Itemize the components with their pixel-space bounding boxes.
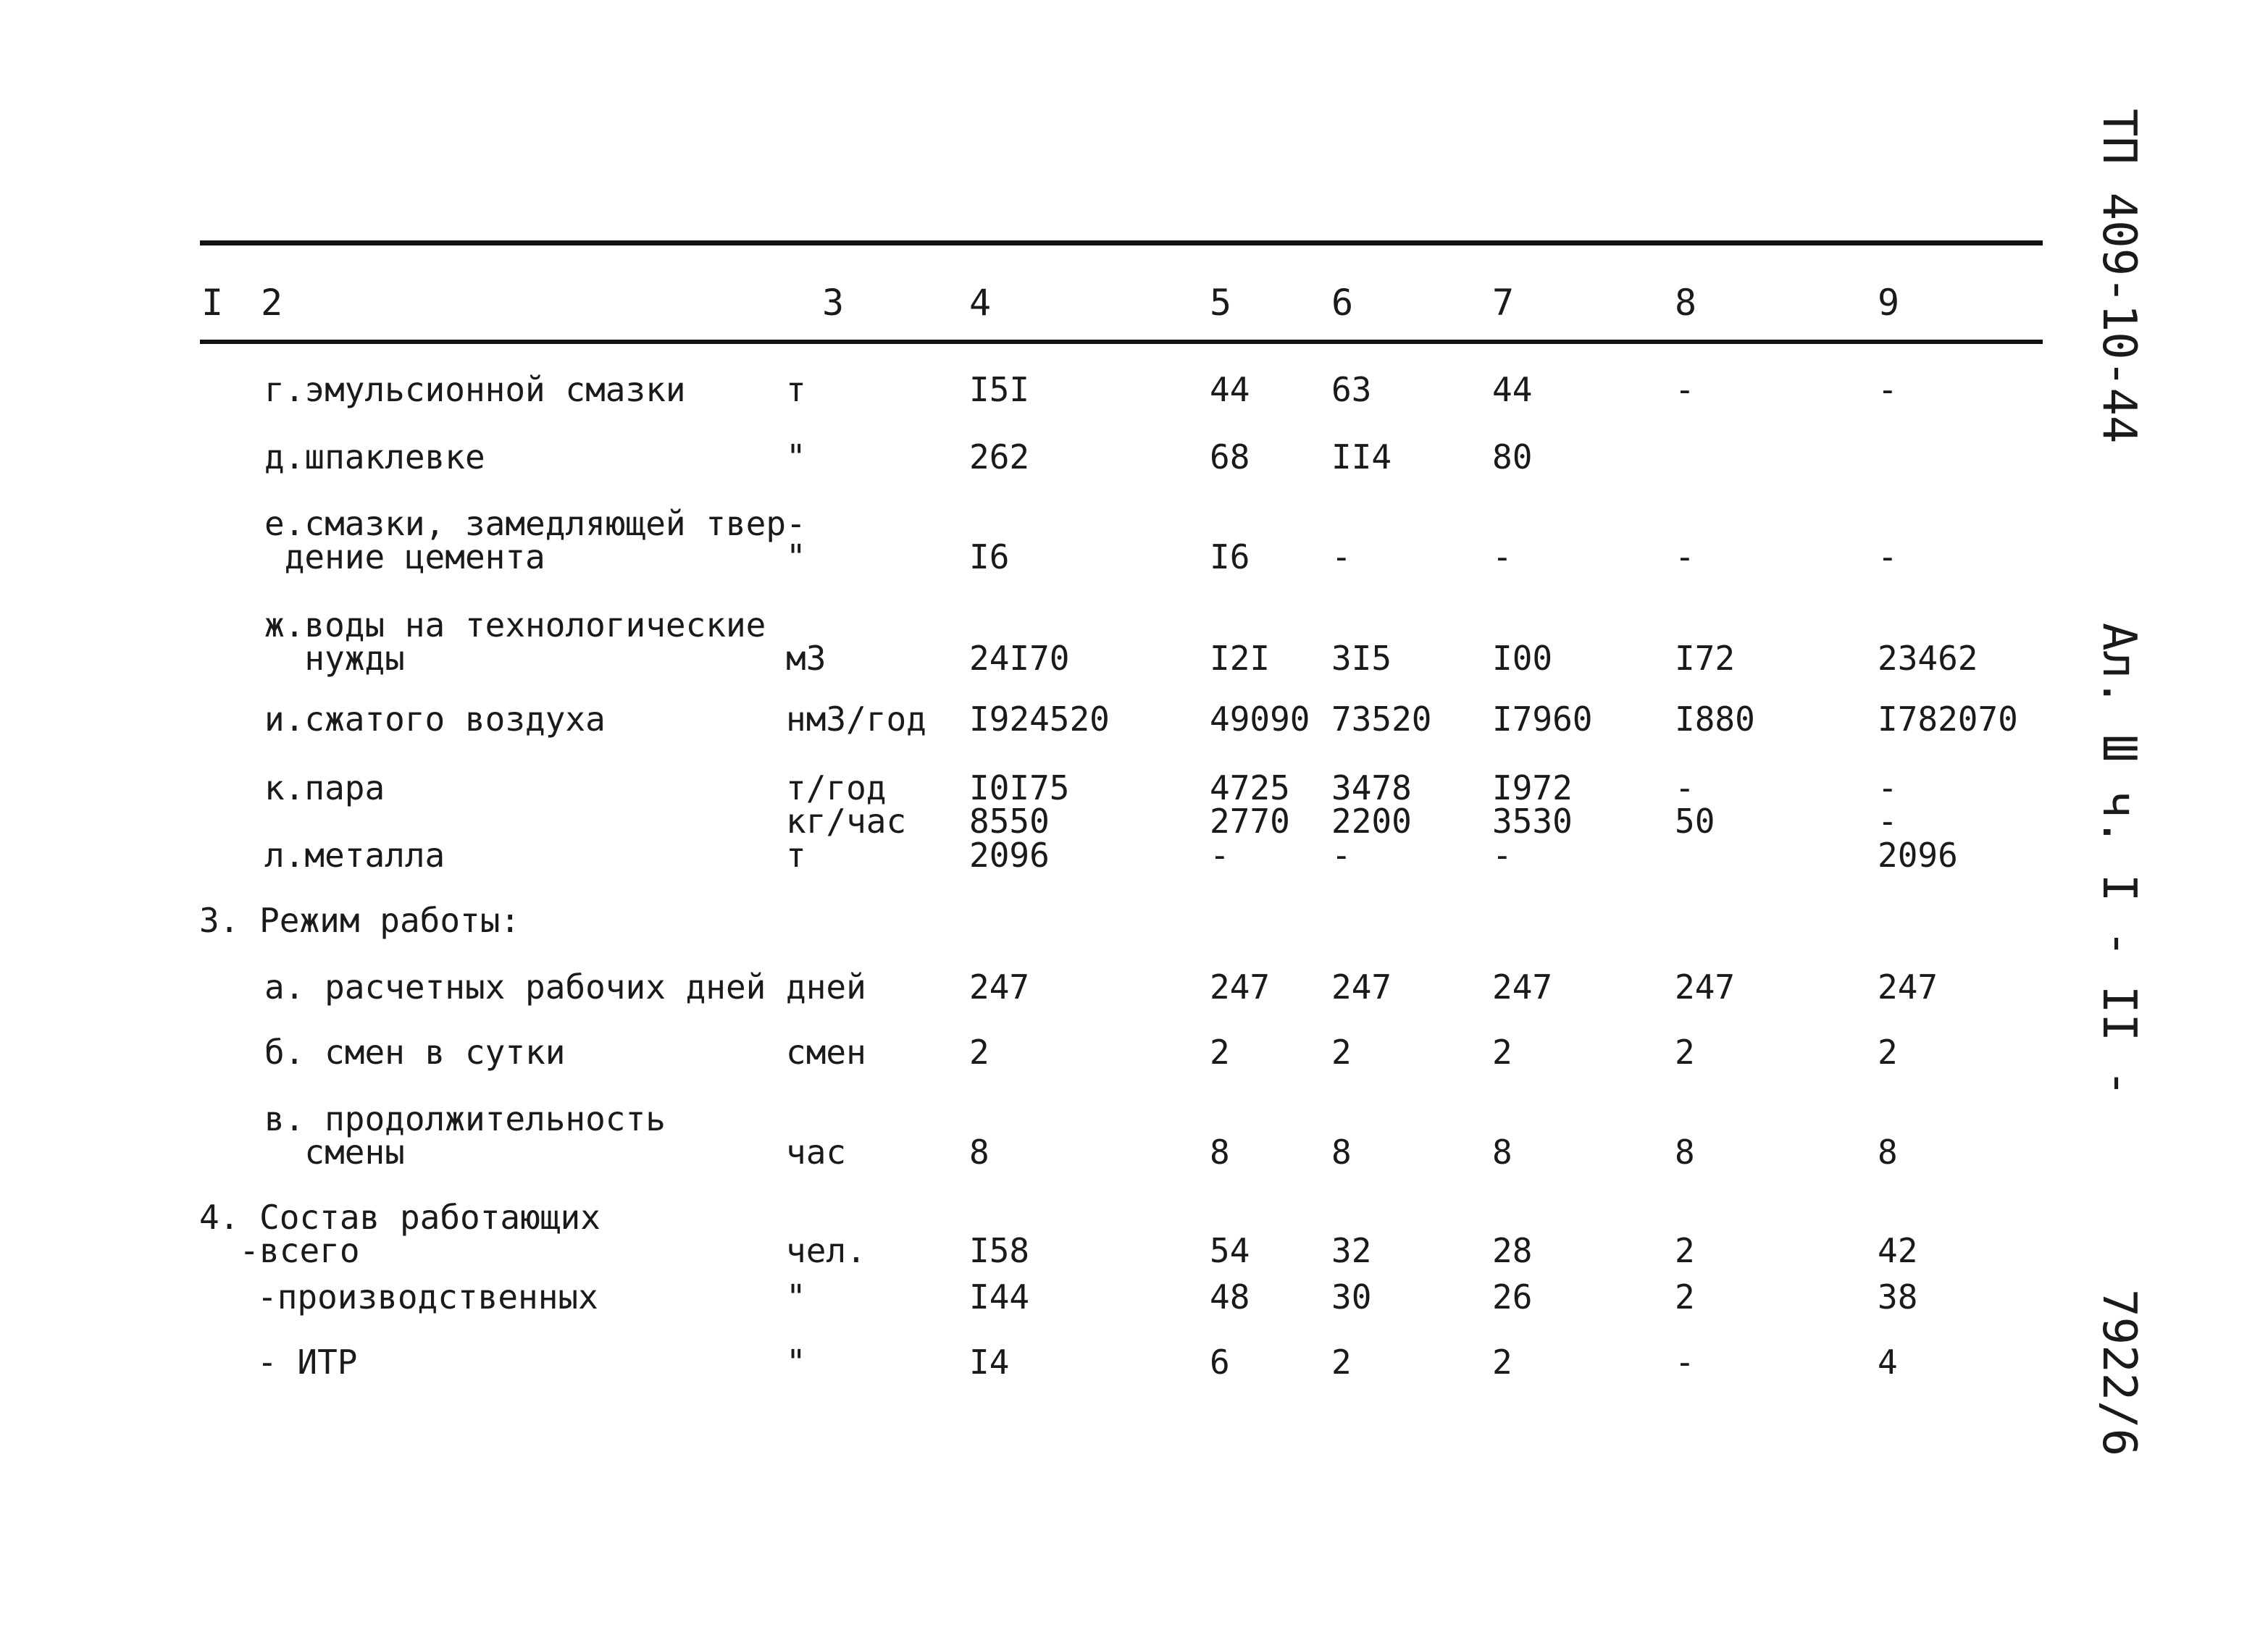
inventory-number: 7922/6 xyxy=(2092,1289,2146,1457)
value-cell-7: 28 xyxy=(1492,1231,1533,1270)
value-cell-9: 8 xyxy=(1878,1133,1898,1172)
value-cell-4: I924520 xyxy=(969,700,1110,739)
value-cell-4: I58 xyxy=(969,1231,1030,1270)
value-cell-4: I5I xyxy=(969,370,1030,409)
value-cell-7: 247 xyxy=(1492,967,1553,1007)
value-cell-6: 32 xyxy=(1331,1231,1372,1270)
value-cell-5: 44 xyxy=(1210,370,1250,409)
header-cell-2: 2 xyxy=(261,282,283,324)
unit-cell: чел. xyxy=(786,1231,866,1270)
row-label: 4. Состав работающих xyxy=(199,1198,601,1237)
value-cell-4: 2096 xyxy=(969,836,1050,875)
value-cell-9: - xyxy=(1878,370,1898,409)
row-label: д.шпаклевке xyxy=(264,437,485,476)
document-code: ТП 409-10-44 xyxy=(2092,109,2146,444)
value-cell-8: 2 xyxy=(1675,1033,1695,1072)
header-cell-6: 6 xyxy=(1331,282,1354,324)
row-label: 3. Режим работы: xyxy=(199,901,521,940)
value-cell-7: 8 xyxy=(1492,1133,1512,1172)
header-cell-5: 5 xyxy=(1210,282,1232,324)
value-cell-9: 2 xyxy=(1878,1033,1898,1072)
value-cell-8: - xyxy=(1675,1343,1695,1382)
value-cell-4: 2 xyxy=(969,1033,989,1072)
table-top-rule xyxy=(200,240,2043,245)
value-cell-4: I0I75 xyxy=(969,768,1070,807)
row-label: б. смен в сутки xyxy=(264,1033,566,1072)
value-cell-9: - xyxy=(1878,768,1898,807)
value-cell-7: I00 xyxy=(1492,639,1553,678)
row-label: дение цемента xyxy=(264,537,545,576)
value-cell-7: 80 xyxy=(1492,437,1533,476)
value-cell-4: 247 xyxy=(969,967,1030,1007)
header-cell-9: 9 xyxy=(1878,282,1900,324)
sheet-reference: Ал. Ш ч. I - II - xyxy=(2092,623,2146,1098)
row-label: смены xyxy=(264,1133,405,1172)
value-cell-5: I2I xyxy=(1210,639,1271,678)
header-cell-3: 3 xyxy=(822,282,845,324)
unit-cell: " xyxy=(786,1277,806,1317)
unit-cell: смен xyxy=(786,1033,866,1072)
value-cell-4: I44 xyxy=(969,1277,1030,1317)
value-cell-9: 4 xyxy=(1878,1343,1898,1382)
header-cell-4: 4 xyxy=(969,282,992,324)
value-cell-4: 8 xyxy=(969,1133,989,1172)
value-cell-5: 247 xyxy=(1210,967,1271,1007)
header-cell-1: I xyxy=(201,282,224,324)
value-cell-9: 42 xyxy=(1878,1231,1918,1270)
value-cell-6: 30 xyxy=(1331,1277,1372,1317)
value-cell-8: - xyxy=(1675,768,1695,807)
value-cell-8: 2 xyxy=(1675,1277,1695,1317)
row-label: к.пара xyxy=(264,768,385,807)
value-cell-6: - xyxy=(1331,537,1352,576)
row-label: а. расчетных рабочих дней xyxy=(264,967,766,1007)
value-cell-5: 68 xyxy=(1210,437,1250,476)
unit-cell: " xyxy=(786,437,806,476)
value-cell-7: 2 xyxy=(1492,1343,1512,1382)
value-cell-7: 26 xyxy=(1492,1277,1533,1317)
row-label: е.смазки, замедляющей твер- xyxy=(264,504,806,543)
unit-cell: час xyxy=(786,1133,847,1172)
value-cell-8: I880 xyxy=(1675,700,1755,739)
unit-cell: т xyxy=(786,836,806,875)
value-cell-7: 44 xyxy=(1492,370,1533,409)
value-cell-9: 247 xyxy=(1878,967,1938,1007)
value-cell-9: 38 xyxy=(1878,1277,1918,1317)
value-cell-7: 3530 xyxy=(1492,802,1573,841)
table-header-rule xyxy=(200,340,2043,344)
value-cell-5: 2 xyxy=(1210,1033,1230,1072)
value-cell-5: - xyxy=(1210,836,1230,875)
row-label: л.металла xyxy=(264,836,445,875)
value-cell-6: 73520 xyxy=(1331,700,1432,739)
row-label: г.эмульсионной смазки xyxy=(264,370,686,409)
value-cell-4: 24I70 xyxy=(969,639,1070,678)
value-cell-5: 54 xyxy=(1210,1231,1250,1270)
value-cell-5: 8 xyxy=(1210,1133,1230,1172)
value-cell-9: I782070 xyxy=(1878,700,2018,739)
value-cell-5: 6 xyxy=(1210,1343,1230,1382)
unit-cell: м3 xyxy=(786,639,827,678)
value-cell-6: 247 xyxy=(1331,967,1392,1007)
value-cell-4: 262 xyxy=(969,437,1030,476)
value-cell-8: 50 xyxy=(1675,802,1715,841)
unit-cell: дней xyxy=(786,967,866,1007)
value-cell-7: I7960 xyxy=(1492,700,1593,739)
value-cell-5: 49090 xyxy=(1210,700,1310,739)
row-label: нужды xyxy=(264,639,405,678)
value-cell-7: 2 xyxy=(1492,1033,1512,1072)
value-cell-6: 3478 xyxy=(1331,768,1412,807)
value-cell-7: - xyxy=(1492,836,1512,875)
value-cell-6: 2200 xyxy=(1331,802,1412,841)
value-cell-9: - xyxy=(1878,802,1898,841)
header-cell-7: 7 xyxy=(1492,282,1515,324)
unit-cell: т xyxy=(786,370,806,409)
header-cell-8: 8 xyxy=(1675,282,1697,324)
value-cell-6: 63 xyxy=(1331,370,1372,409)
value-cell-5: I6 xyxy=(1210,537,1250,576)
value-cell-8: - xyxy=(1675,537,1695,576)
value-cell-4: 8550 xyxy=(969,802,1050,841)
row-label: в. продолжительность xyxy=(264,1099,666,1138)
value-cell-8: 2 xyxy=(1675,1231,1695,1270)
unit-cell: кг/час xyxy=(786,802,907,841)
row-label: -всего xyxy=(199,1231,360,1270)
value-cell-4: I4 xyxy=(969,1343,1010,1382)
value-cell-8: - xyxy=(1675,370,1695,409)
value-cell-5: 48 xyxy=(1210,1277,1250,1317)
value-cell-8: I72 xyxy=(1675,639,1736,678)
row-label: и.сжатого воздуха xyxy=(264,700,606,739)
value-cell-6: II4 xyxy=(1331,437,1392,476)
value-cell-5: 2770 xyxy=(1210,802,1290,841)
value-cell-6: 2 xyxy=(1331,1343,1352,1382)
unit-cell: " xyxy=(786,537,806,576)
value-cell-8: 8 xyxy=(1675,1133,1695,1172)
value-cell-6: 2 xyxy=(1331,1033,1352,1072)
value-cell-6: 8 xyxy=(1331,1133,1352,1172)
unit-cell: " xyxy=(786,1343,806,1382)
row-label: ж.воды на технологические xyxy=(264,605,766,644)
row-label: -производственных xyxy=(257,1277,598,1317)
row-label: - ИТР xyxy=(257,1343,358,1382)
value-cell-7: - xyxy=(1492,537,1512,576)
value-cell-6: 3I5 xyxy=(1331,639,1392,678)
value-cell-7: I972 xyxy=(1492,768,1573,807)
value-cell-9: - xyxy=(1878,537,1898,576)
unit-cell: нм3/год xyxy=(786,700,926,739)
value-cell-6: - xyxy=(1331,836,1352,875)
value-cell-8: 247 xyxy=(1675,967,1736,1007)
value-cell-9: 2096 xyxy=(1878,836,1958,875)
value-cell-9: 23462 xyxy=(1878,639,1978,678)
value-cell-5: 4725 xyxy=(1210,768,1290,807)
value-cell-4: I6 xyxy=(969,537,1010,576)
unit-cell: т/год xyxy=(786,768,887,807)
